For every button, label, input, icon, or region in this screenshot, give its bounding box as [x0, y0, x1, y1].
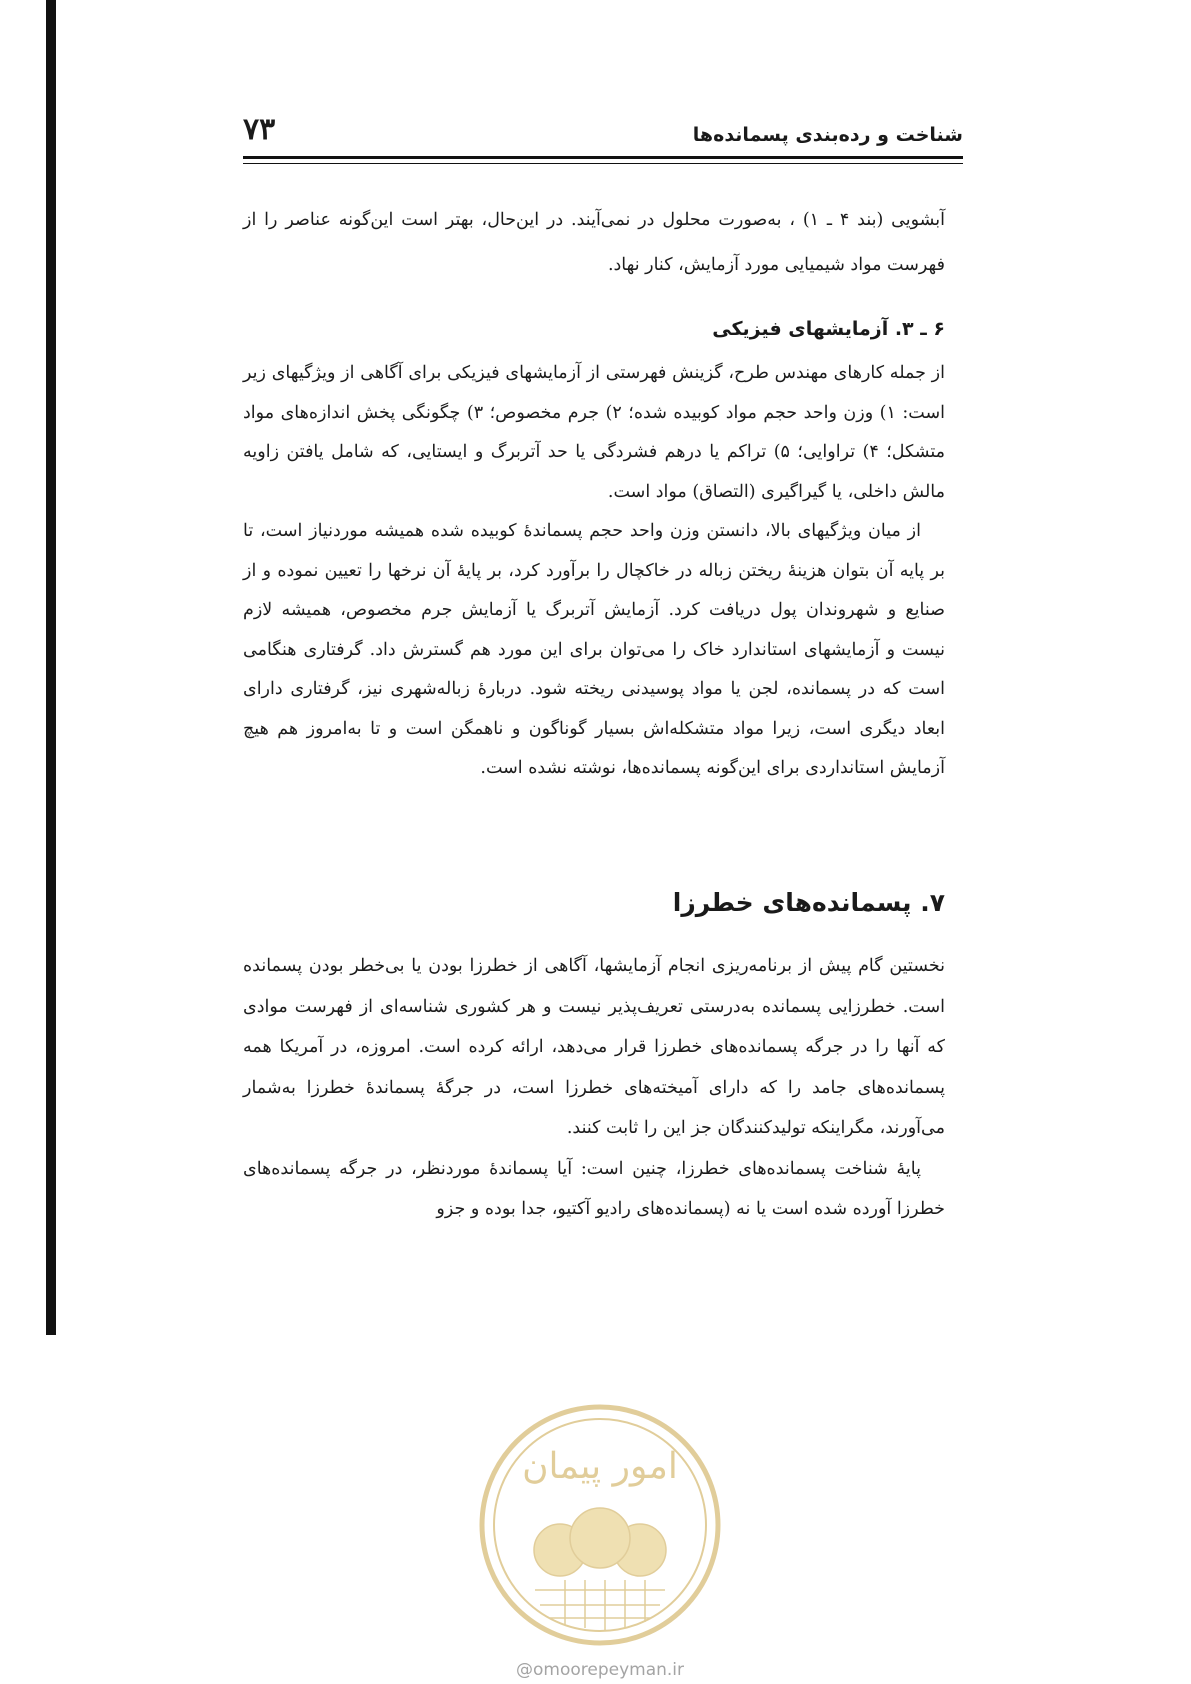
section-7-body: [243, 946, 945, 1230]
paragraph: آبشویی (بند ۴ ـ ۱) ، به‌صورت محلول در نمی‌آیند. در این‌حال، بهتر است این‌گونه عناصر را از فهرست مواد شیمیایی مورد آزمایش، کنار نهاد.: [243, 210, 945, 275]
section-heading-6-3: ۶ ـ ۳. آزمایشهای فیزیکی: [712, 318, 945, 340]
watermark-logo: [475, 1400, 725, 1650]
intro-paragraph-block: [243, 198, 945, 288]
paragraph: از جمله کارهای مهندس طرح، گزینش فهرستی از آزمایشهای فیزیکی برای آگاهی از ویژگیهای زیر است: ۱) وزن واحد حجم مواد کوبیده شده؛ ۲) جرم مخصوص؛ ۳) چگونگی پخش اندازه‌های مواد متشکل؛ ۴) تراوایی؛ ۵) تراکم یا درهم فشردگی یا حد آتربرگ و ایستایی، که شامل یافتن زاویه مالش داخلی، یا گیراگیری (التصاق) مواد است.: [243, 363, 946, 502]
paragraph: نخستین گام پیش از برنامه‌ریزی انجام آزمایشها، آگاهی از خطرزا بودن یا بی‌خطر بودن پسمانده است. خطرزایی پسمانده به‌درستی تعریف‌پذیر نیست و هر کشوری شناسه‌ای از فهرست موادی که آنها را در جرگه پسمانده‌های خطرزا قرار می‌دهد، ارائه کرده است. امروزه، در آمریکا همه پسمانده‌های جامد را که دارای آمیخته‌های خطرزا است، در جرگهٔ پسماندهٔ خطرزا به‌شمار می‌آورند، مگراینکه تولیدکنندگان جز این را ثابت کنند.: [243, 956, 945, 1138]
gear-icon: [534, 1508, 666, 1576]
header-rule-thin: [243, 163, 963, 164]
page-number: ۷۳: [243, 112, 276, 147]
grid-icon: [535, 1580, 665, 1630]
page-header: [243, 112, 963, 172]
section-6-3-body: [243, 354, 945, 789]
scan-binding-edge: [46, 0, 56, 1335]
paragraph: از میان ویژگیهای بالا، دانستن وزن واحد حجم پسماندهٔ کوبیده شده همیشه موردنیاز است، تا بر پایه آن بتوان هزینهٔ ریختن زباله در خاکچال را برآورد کرد، بر پایهٔ آن نرخها را تعیین نموده و از صنایع و شهروندان پول دریافت کرد. آزمایش آتربرگ یا آزمایش جرم مخصوص، همیشه لازم نیست و آزمایشهای استاندارد خاک را می‌توان برای این مورد هم گسترش داد. گرفتاری هنگامی است که در پسمانده، لجن یا مواد پوسیدنی ریخته شود. دربارهٔ زباله‌شهری نیز، گرفتاری دارای ابعاد دیگری است، زیرا مواد متشکله‌اش بسیار گوناگون و ناهمگن است و تا به‌امروز هم هیچ آزمایش استانداردی برای این‌گونه پسمانده‌ها، نوشته نشده است.: [243, 521, 946, 778]
paragraph: پایهٔ شناخت پسمانده‌های خطرزا، چنین است: آیا پسماندهٔ موردنظر، در جرگه پسمانده‌های خطرزا آورده شده است یا نه (پسمانده‌های رادیو آکتیو، جدا بوده و جزو: [243, 1158, 945, 1219]
watermark-logo-text: امور پیمان: [522, 1446, 678, 1487]
section-heading-7: ۷. پسمانده‌های خطرزا: [672, 888, 945, 917]
header-rule-thick: [243, 156, 963, 159]
running-title: شناخت و رده‌بندی پسمانده‌ها: [692, 124, 963, 146]
watermark-url: @omoorepeyman.ir: [515, 1660, 685, 1680]
